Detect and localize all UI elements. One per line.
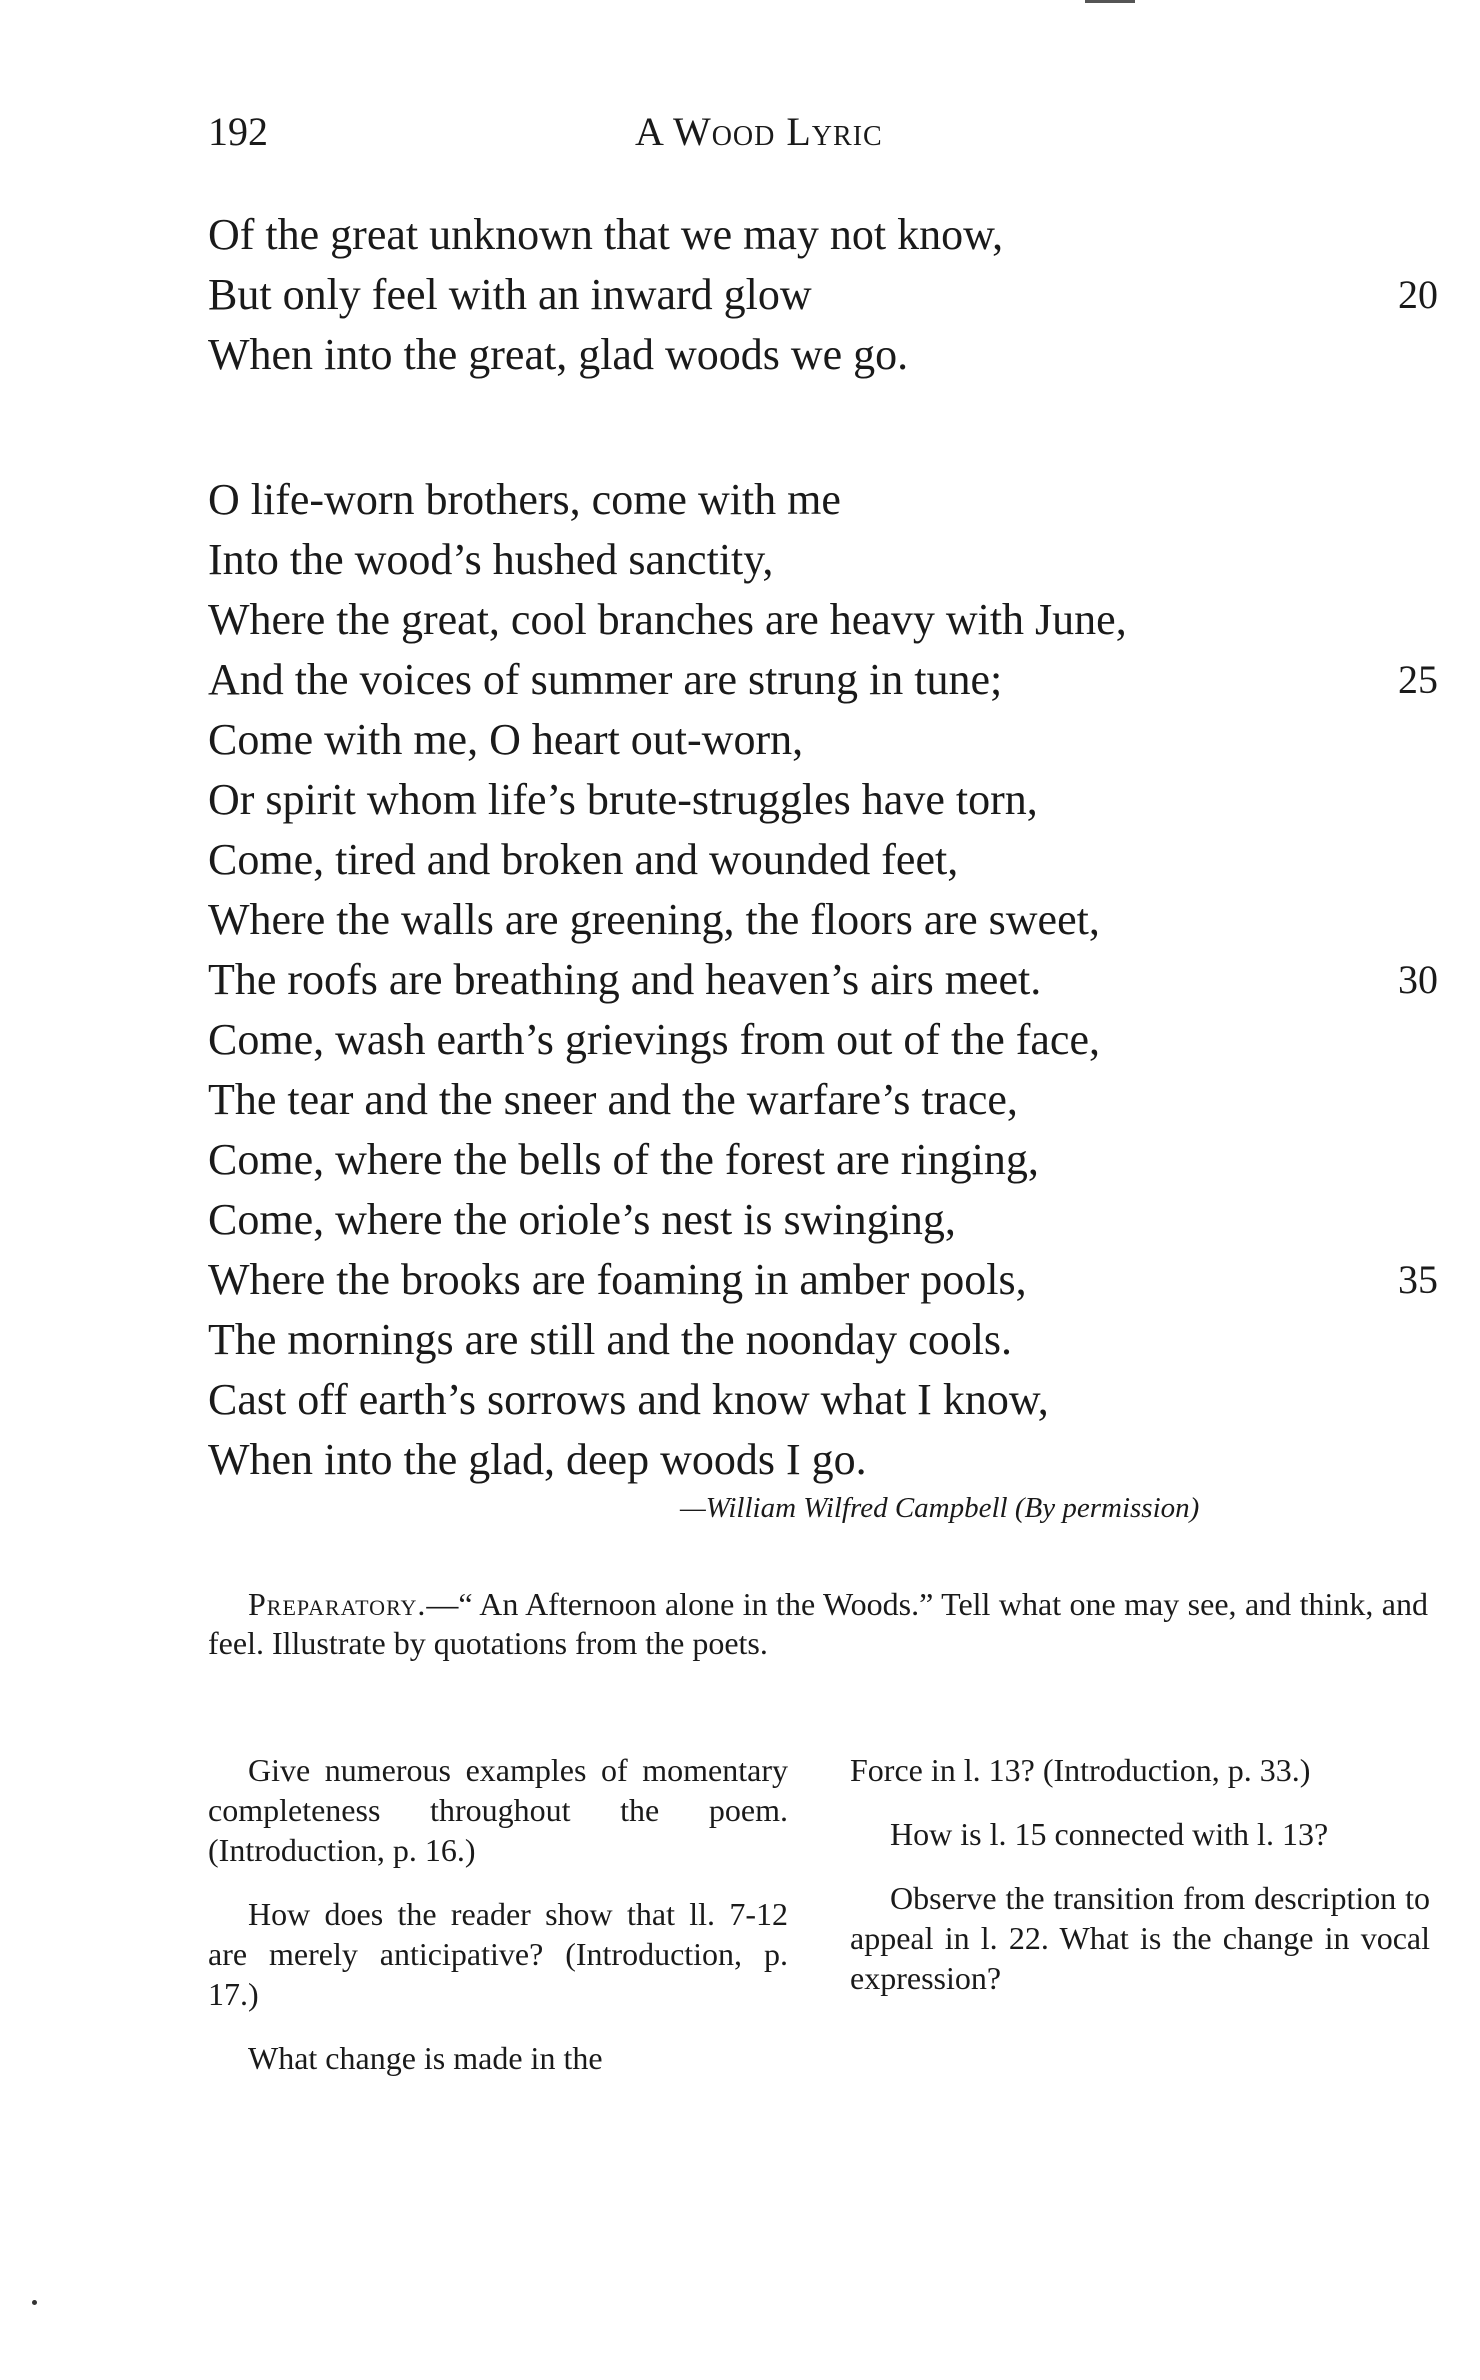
study-question: Observe the transition from description to appeal in l. 22. What is the change in vocal expression?: [850, 1880, 1430, 1996]
stray-ink-dot: [32, 2300, 37, 2305]
study-question: How does the reader show that ll. 7-12 are merely anticipative? (Introduction, p. 17.): [208, 1896, 788, 2012]
poem-line: [208, 1010, 1438, 1070]
preparatory-label: Preparatory.: [248, 1586, 427, 1622]
poem-line-text: The tear and the sneer and the warfare’s trace,: [208, 1075, 1018, 1124]
poem-stanza-1: [208, 205, 1438, 385]
poem-line-text: The roofs are breathing and heaven’s airs meet.: [208, 955, 1042, 1004]
poem-line-text: The mornings are still and the noonday cools.: [208, 1315, 1013, 1364]
poem-line: [208, 590, 1438, 650]
poem-line-text: Come, where the bells of the forest are ringing,: [208, 1135, 1039, 1184]
study-questions-left-column: [208, 1750, 788, 2102]
poem-line: [208, 1250, 1438, 1310]
running-title: A Wood Lyric: [635, 109, 883, 154]
page-header: [208, 108, 1428, 168]
poem-line-text: Come, wash earth’s grievings from out of the face,: [208, 1015, 1100, 1064]
poem-line-text: Where the brooks are foaming in amber pools,: [208, 1255, 1027, 1304]
top-edge-mark: [1085, 0, 1135, 3]
poem-line-text: But only feel with an inward glow: [208, 270, 812, 319]
preparatory-note: [208, 1585, 1428, 1663]
poem-line: [208, 205, 1438, 265]
line-number: 25: [1398, 657, 1438, 702]
poem-attribution: —William Wilfred Campbell (By permission): [680, 1492, 1200, 1524]
poem-line: [208, 325, 1438, 385]
poem-line: [208, 265, 1438, 325]
study-question-continued: Force in l. 13? (Introduction, p. 33.): [850, 1752, 1311, 1788]
page-number: 192: [208, 109, 268, 154]
poem-line: [208, 710, 1438, 770]
poem-line-text: Come with me, O heart out-worn,: [208, 715, 804, 764]
poem-line-text: O life-worn brothers, come with me: [208, 475, 841, 524]
preparatory-text: —“ An Afternoon alone in the Woods.” Tell what one may see, and think, and feel. Illustrate by quotations from the poets.: [208, 1586, 1428, 1661]
poem-line: [208, 770, 1438, 830]
poem-line: [208, 950, 1438, 1010]
study-question: Give numerous examples of momentary completeness throughout the poem. (Introduction, p. 16.): [208, 1752, 788, 1868]
poem-line: [208, 830, 1438, 890]
line-number: 20: [1398, 272, 1438, 317]
poem-line: [208, 650, 1438, 710]
poem-line: [208, 1070, 1438, 1130]
poem-line: [208, 1190, 1438, 1250]
poem-line-text: Where the great, cool branches are heavy with June,: [208, 595, 1127, 644]
poem-line: [208, 530, 1438, 590]
poem-line-text: Where the walls are greening, the floors are sweet,: [208, 895, 1100, 944]
poem-line-text: When into the glad, deep woods I go.: [208, 1435, 867, 1484]
poem-line: [208, 1370, 1438, 1430]
poem-line-text: Cast off earth’s sorrows and know what I know,: [208, 1375, 1049, 1424]
poem-line-text: Or spirit whom life’s brute-struggles have torn,: [208, 775, 1038, 824]
poem-line-text: And the voices of summer are strung in tune;: [208, 655, 1003, 704]
study-questions-right-column: [850, 1750, 1430, 2022]
poem-line-text: When into the great, glad woods we go.: [208, 330, 909, 379]
poem-line-text: Of the great unknown that we may not know,: [208, 210, 1004, 259]
line-number: 30: [1398, 957, 1438, 1002]
line-number: 35: [1398, 1257, 1438, 1302]
poem-stanza-2: [208, 470, 1438, 1490]
poem-line: [208, 1130, 1438, 1190]
poem-line: [208, 890, 1438, 950]
poem-line-text: Come, tired and broken and wounded feet,: [208, 835, 959, 884]
study-question: What change is made in the: [248, 2040, 603, 2076]
poem-line-text: Into the wood’s hushed sanctity,: [208, 535, 774, 584]
poem-line-text: Come, where the oriole’s nest is swinging,: [208, 1195, 956, 1244]
poem-line: [208, 470, 1438, 530]
poem-line: [208, 1430, 1438, 1490]
poem-line: [208, 1310, 1438, 1370]
study-question: How is l. 15 connected with l. 13?: [890, 1816, 1329, 1852]
